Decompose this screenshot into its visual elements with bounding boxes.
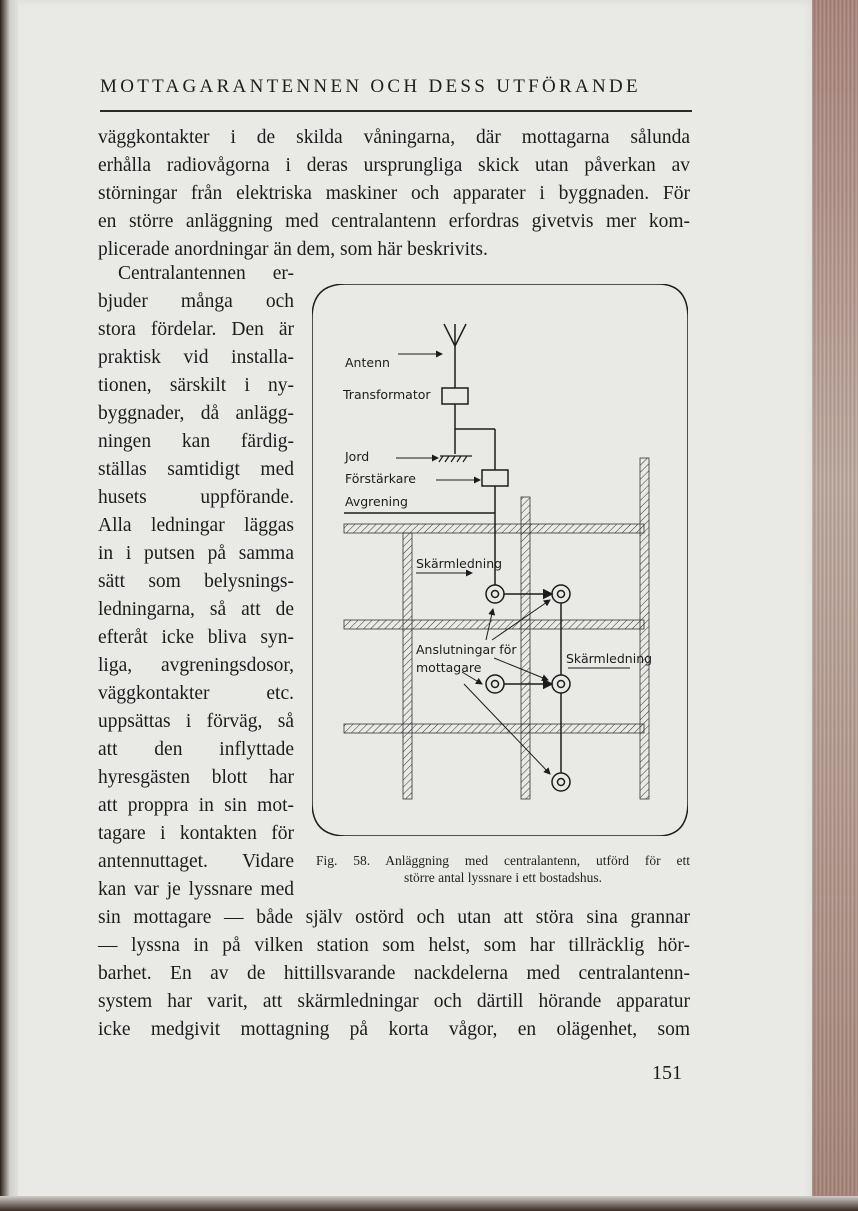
floor-slab <box>344 524 644 533</box>
floor-slab <box>344 620 644 629</box>
antenna-icon <box>444 324 466 388</box>
label-antenna: Antenn <box>345 355 390 370</box>
column-line: ställas samtidigt med <box>98 459 294 480</box>
column-line: kan var je lyssnare med <box>98 879 294 900</box>
column-line: hyresgästen blott har <box>98 767 294 788</box>
outlet-icon <box>486 675 504 693</box>
label-ground: Jord <box>345 449 370 464</box>
column-line: liga, avgreningsdosor, <box>98 655 294 676</box>
body-line: erhålla radiovågorna i deras ursprungliga skick utan påverkan av <box>98 155 690 176</box>
header-rule <box>100 110 692 112</box>
floor-slab <box>344 724 644 733</box>
column-line: efteråt icke bliva syn- <box>98 627 294 648</box>
column-line: in i putsen på samma <box>98 543 294 564</box>
body-line: väggkontakter i de skilda våningarna, där mottagarna sålunda <box>98 127 690 148</box>
column-line: att den inflyttade <box>98 739 294 760</box>
outlet-icon <box>552 585 570 603</box>
book-bottom-edge <box>0 1196 858 1211</box>
column-line: tionen, särskilt i ny- <box>98 375 294 396</box>
body-line: — lyssna in på vilken station som helst, som har tillräcklig hör- <box>98 935 690 956</box>
column-line: husets uppförande. <box>98 487 294 508</box>
column-line: Centralantennen er- <box>118 263 294 284</box>
outlet-icon <box>552 773 570 791</box>
column-line: ningen kan färdig- <box>98 431 294 452</box>
column-line: Alla ledningar läggas <box>98 515 294 536</box>
body-line: barhet. En av de hittillsvarande nackdelerna med centralantenn- <box>98 963 690 984</box>
transformer-icon <box>442 388 468 404</box>
wall <box>403 533 412 799</box>
body-line: en större anläggning med centralantenn erfordras givetvis mer kom- <box>98 211 690 232</box>
column-line: uppsättas i förväg, så <box>98 711 294 732</box>
caption-line: Fig. 58. Anläggning med centralantenn, utförd för ett <box>316 853 690 868</box>
column-line: att proppra in sin mot- <box>98 795 294 816</box>
antenna-diagram <box>312 284 688 836</box>
wall <box>521 497 530 799</box>
column-line: sätt som belysnings- <box>98 571 294 592</box>
label-connections-2: mottagare <box>416 660 482 675</box>
outlet-icon <box>552 675 570 693</box>
page-stack-edge <box>812 0 858 1211</box>
caption-line: större antal lyssnare i ett bostadshus. <box>404 870 602 885</box>
column-line: ledningarna, så att de <box>98 599 294 620</box>
body-line: sin mottagare — både själv ostörd och utan att störa sina grannar <box>98 907 690 928</box>
body-line: plicerade anordningar än dem, som här beskrivits. <box>98 239 488 260</box>
ground-icon <box>439 456 472 462</box>
column-line: stora fördelar. Den är <box>98 319 294 340</box>
label-shield-line-2: Skärmledning <box>566 651 653 666</box>
column-line: väggkontakter etc. <box>98 683 294 704</box>
label-connections-1: Anslutningar för <box>416 642 517 657</box>
wall <box>640 458 649 799</box>
column-line: praktisk vid installa- <box>98 347 294 368</box>
running-header: MOTTAGARANTENNEN OCH DESS UTFÖRANDE <box>100 76 641 97</box>
label-shield-line-1: Skärmledning <box>416 556 503 571</box>
label-transformer: Transformator <box>343 387 431 402</box>
label-amplifier: Förstärkare <box>345 471 416 486</box>
column-line: byggnader, då anlägg- <box>98 403 294 424</box>
column-line: antennuttaget. Vidare <box>98 851 294 872</box>
body-line: störningar från elektriska maskiner och apparater i byggnaden. För <box>98 183 690 204</box>
body-line: system har varit, att skärmledningar och därtill hörande apparatur <box>98 991 690 1012</box>
page-number: 151 <box>652 1062 682 1084</box>
outlet-icon <box>486 585 504 603</box>
figure-caption <box>316 852 690 886</box>
label-branch: Avgrening <box>345 494 408 509</box>
column-line: tagare i kontakten för <box>98 823 294 844</box>
amplifier-icon <box>482 470 508 486</box>
body-line: icke medgivit mottagning på korta vågor, en olägenhet, som <box>98 1019 690 1040</box>
column-line: bjuder många och <box>98 291 294 312</box>
